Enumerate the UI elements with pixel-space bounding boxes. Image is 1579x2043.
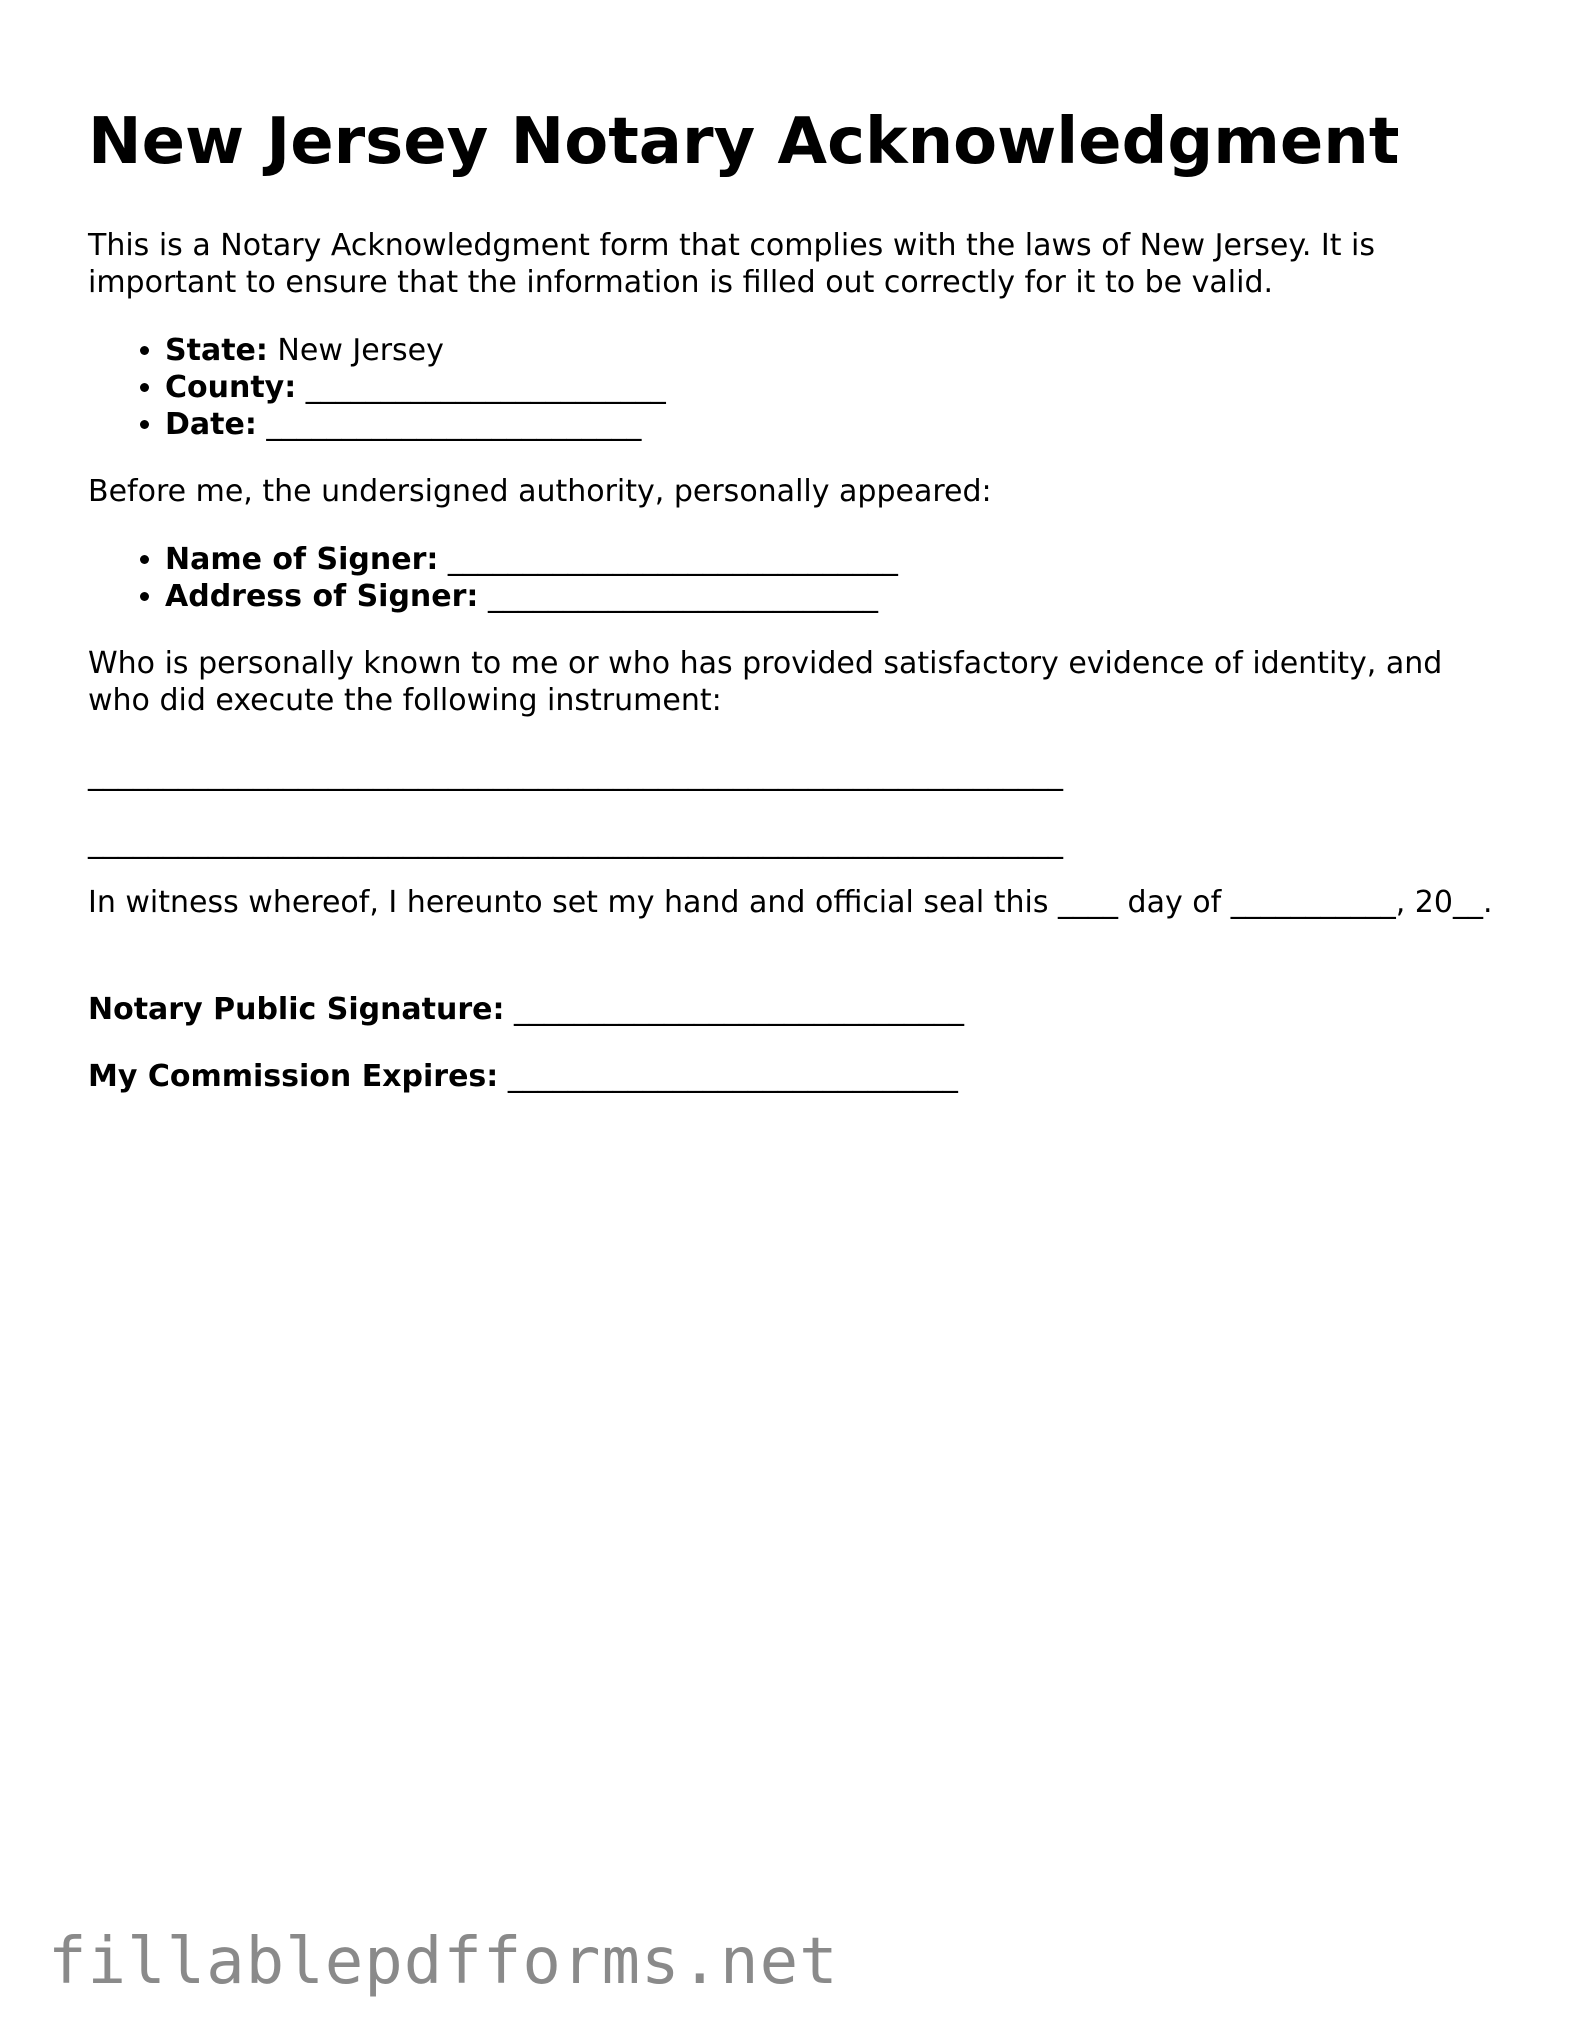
instrument-line-1[interactable]: _________________________________________________________________	[88, 757, 1063, 792]
witness-paragraph: In witness whereof, I hereunto set my hand and official seal this ____ day of ___________, 20__.	[88, 885, 1493, 920]
identity-paragraph: Who is personally known to me or who has provided satisfactory evidence of identity, and who did execute the following instrument:	[88, 646, 1443, 718]
notary-signature-blank[interactable]: ______________________________	[504, 992, 965, 1027]
signer-name-label: Name of Signer:	[165, 542, 439, 577]
state-label: State:	[165, 333, 268, 368]
signer-address-label: Address of Signer:	[165, 579, 479, 614]
signer-name-blank[interactable]: ______________________________	[438, 542, 898, 577]
date-field[interactable]	[165, 406, 666, 443]
date-blank[interactable]: _________________________	[256, 407, 642, 442]
notary-signature-line[interactable]	[88, 991, 964, 1028]
commission-expires-blank[interactable]: ______________________________	[498, 1059, 958, 1094]
instrument-line-2[interactable]: _________________________________________________________________	[88, 825, 1063, 860]
state-field	[165, 332, 666, 369]
document-title: New Jersey Notary Acknowledgment	[88, 105, 1400, 179]
watermark-text: fillablepdfforms.net	[48, 1925, 839, 1999]
county-field[interactable]	[165, 369, 666, 406]
county-blank[interactable]: ________________________	[296, 370, 666, 405]
commission-expires-line[interactable]	[88, 1058, 958, 1095]
signer-address-field[interactable]	[165, 578, 898, 615]
state-value: New Jersey	[267, 333, 444, 368]
location-field-list	[88, 332, 666, 443]
date-label: Date:	[165, 407, 257, 442]
notary-signature-label: Notary Public Signature:	[88, 992, 505, 1027]
county-label: County:	[165, 370, 297, 405]
before-me-paragraph: Before me, the undersigned authority, personally appeared:	[88, 474, 992, 509]
signer-address-blank[interactable]: __________________________	[478, 579, 878, 614]
commission-expires-label: My Commission Expires:	[88, 1059, 499, 1094]
signer-name-field[interactable]	[165, 541, 898, 578]
intro-paragraph: This is a Notary Acknowledgment form that complies with the laws of New Jersey. It is important to ensure that the information is filled out correctly for it to be valid.	[88, 228, 1375, 300]
signer-field-list	[88, 541, 898, 615]
